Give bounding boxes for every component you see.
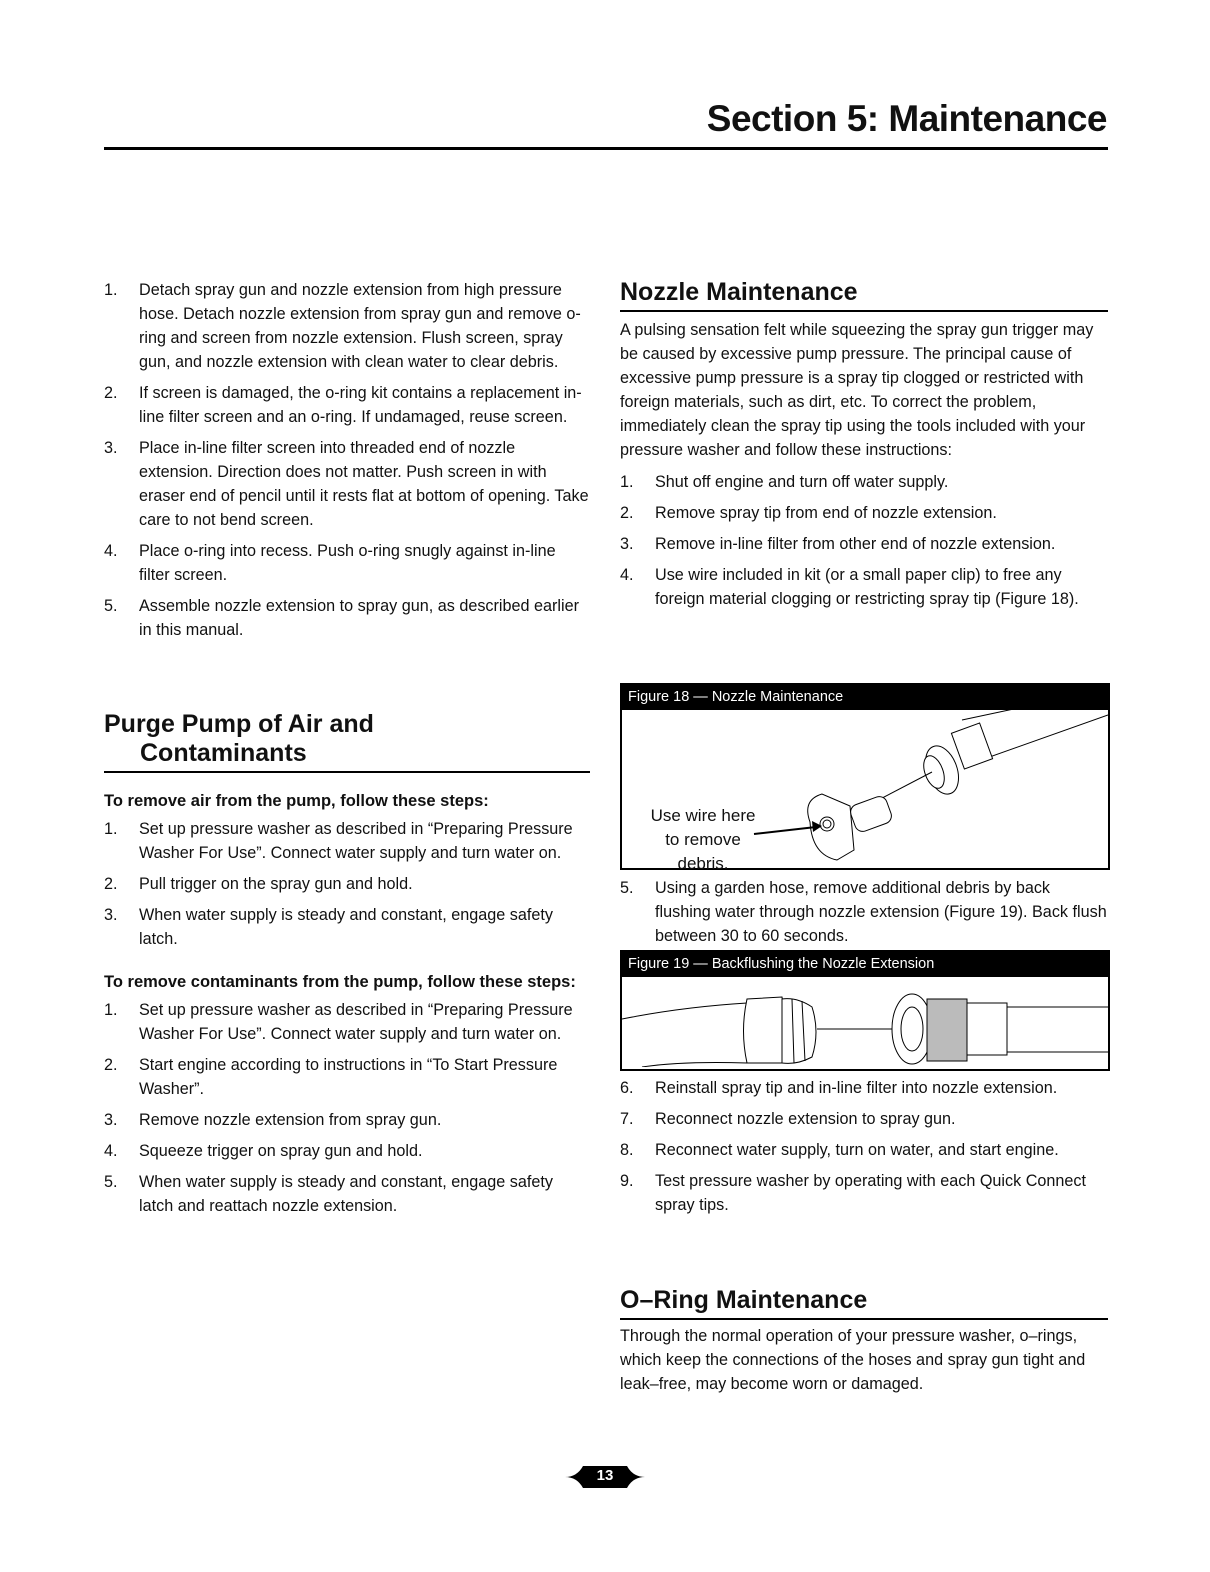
label-line: to remove: [665, 830, 741, 849]
step-item: [104, 278, 590, 374]
page-number: 13: [596, 1467, 614, 1484]
oring-text: Through the normal operation of your pressure washer, o–rings, which keep the connections of the hoses and spray gun tight and leak–free, may become worn or damaged.: [620, 1327, 1086, 1393]
backflush-illustration: [622, 977, 1108, 1067]
nozzle-steps-b: [620, 876, 1108, 948]
label-line: Use wire here: [650, 806, 756, 825]
nozzle-steps-a: [620, 470, 1108, 611]
step-item: [104, 1108, 590, 1132]
purge-heading-line2: Contaminants: [140, 739, 307, 767]
contaminants-steps-list: [104, 998, 590, 1218]
step-item: [104, 998, 590, 1046]
step-item: [620, 501, 1108, 525]
step-item: [620, 532, 1108, 556]
step-text: Place in-line filter screen into threaded end of nozzle extension. Direction does not matter. Push screen in with eraser end of pencil until it rests flat at bottom of opening. Take care to not bend screen.: [139, 439, 589, 529]
step-text: Detach spray gun and nozzle extension from high pressure hose. Detach nozzle extension from spray gun and remove o-ring and screen from nozzle extension. Flush screen, spray gun, and nozzle extension with clean water to clear debris.: [139, 281, 581, 371]
step-item: [104, 1139, 590, 1163]
air-steps-list: [104, 817, 590, 951]
step-number: 3.: [104, 439, 118, 457]
step-item: [620, 1076, 1108, 1100]
step-number: 1.: [104, 281, 118, 299]
step-item: [620, 1138, 1108, 1162]
step-text: Remove nozzle extension from spray gun.: [139, 1111, 442, 1129]
step-item: [104, 594, 590, 642]
label-line: debris.: [677, 854, 729, 873]
nozzle-heading: Nozzle Maintenance: [620, 278, 1108, 312]
step-number: 1.: [104, 820, 118, 838]
step-number: 2.: [104, 384, 118, 402]
step-item: [104, 381, 590, 429]
step-number: 3.: [104, 1111, 118, 1129]
step-text: Place o-ring into recess. Push o-ring snugly against in-line filter screen.: [139, 542, 556, 584]
step-number: 4.: [620, 566, 634, 584]
step-text: When water supply is steady and constant, engage safety latch.: [139, 906, 553, 948]
screen-steps-list: [104, 278, 590, 642]
step-text: Reconnect nozzle extension to spray gun.: [655, 1110, 956, 1128]
step-number: 4.: [104, 542, 118, 560]
step-item: [620, 1107, 1108, 1131]
step-item: [104, 903, 590, 951]
section-title: Section 5: Maintenance: [706, 98, 1107, 139]
step-number: 5.: [620, 879, 634, 897]
nozzle-steps-c: [620, 1076, 1108, 1217]
contaminants-subheading: To remove contaminants from the pump, follow these steps:: [104, 973, 576, 991]
oring-section: [620, 1286, 1108, 1404]
step-item: [104, 436, 590, 532]
figure-18: [620, 683, 1110, 873]
step-text: Start engine according to instructions in “To Start Pressure Washer”.: [139, 1056, 558, 1098]
step-text: Using a garden hose, remove additional debris by back flushing water through nozzle extension (Figure 19). Back flush between 30 to 60 seconds.: [655, 879, 1107, 945]
figure-19-caption: Figure 19 — Backflushing the Nozzle Extension: [622, 952, 1108, 977]
step-text: Reconnect water supply, turn on water, and start engine.: [655, 1141, 1059, 1159]
air-subheading: To remove air from the pump, follow these steps:: [104, 792, 489, 810]
step-item: [104, 817, 590, 865]
step-text: Test pressure washer by operating with each Quick Connect spray tips.: [655, 1172, 1086, 1214]
step-text: Reinstall spray tip and in-line filter into nozzle extension.: [655, 1079, 1058, 1097]
step-number: 1.: [104, 1001, 118, 1019]
page-number-badge: [565, 1462, 645, 1492]
step-item: [620, 1169, 1108, 1217]
screen-steps-block: [104, 278, 590, 649]
step-text: Remove spray tip from end of nozzle extension.: [655, 504, 997, 522]
step-number: 1.: [620, 473, 634, 491]
step-text: Set up pressure washer as described in “Preparing Pressure Washer For Use”. Connect water supply and turn water on.: [139, 1001, 573, 1043]
step-text: When water supply is steady and constant, engage safety latch and reattach nozzle extension.: [139, 1173, 553, 1215]
nozzle-tip-illustration: [622, 710, 1108, 866]
step-number: 2.: [104, 1056, 118, 1074]
step-item: [620, 470, 1108, 494]
step-text: Shut off engine and turn off water supply.: [655, 473, 949, 491]
nozzle-step-5-block: [620, 876, 1108, 955]
step-item: [104, 1053, 590, 1101]
step-item: [104, 1170, 590, 1218]
step-number: 5.: [104, 597, 118, 615]
step-text: Set up pressure washer as described in “Preparing Pressure Washer For Use”. Connect water supply and turn water on.: [139, 820, 573, 862]
step-item: [104, 872, 590, 896]
step-number: 2.: [620, 504, 634, 522]
figure-19: [620, 950, 1110, 1071]
step-text: Pull trigger on the spray gun and hold.: [139, 875, 413, 893]
purge-section: [104, 710, 590, 1225]
oring-heading: O–Ring Maintenance: [620, 1286, 1108, 1320]
step-number: 8.: [620, 1141, 634, 1159]
title-rule: [104, 147, 1108, 150]
step-text: Use wire included in kit (or a small paper clip) to free any foreign material clogging or restricting spray tip (Figure 18).: [655, 566, 1079, 608]
step-number: 2.: [104, 875, 118, 893]
figure-18-caption: Figure 18 — Nozzle Maintenance: [622, 685, 1108, 710]
step-number: 7.: [620, 1110, 634, 1128]
step-item: [104, 539, 590, 587]
step-text: Remove in-line filter from other end of nozzle extension.: [655, 535, 1056, 553]
nozzle-steps-c-block: [620, 1076, 1108, 1224]
step-number: 3.: [104, 906, 118, 924]
nozzle-intro: A pulsing sensation felt while squeezing the spray gun trigger may be caused by excessive pump pressure. The principal cause of excessive pump pressure is a spray tip clogged or restricted with foreign materials, such as dirt, etc. To correct the problem, immediately clean the spray tip using the tools included with your pressure washer and follow these instructions:: [620, 321, 1094, 459]
step-text: If screen is damaged, the o-ring kit contains a replacement in-line filter screen and an o-ring. If undamaged, reuse screen.: [139, 384, 582, 426]
step-number: 9.: [620, 1172, 634, 1190]
step-number: 5.: [104, 1173, 118, 1191]
step-number: 3.: [620, 535, 634, 553]
nozzle-section: [620, 278, 1108, 618]
purge-heading-line1: Purge Pump of Air and: [104, 710, 374, 738]
step-number: 6.: [620, 1079, 634, 1097]
purge-heading: [104, 710, 590, 773]
step-number: 4.: [104, 1142, 118, 1160]
step-item: [620, 563, 1108, 611]
step-text: Assemble nozzle extension to spray gun, as described earlier in this manual.: [139, 597, 579, 639]
step-item: [620, 876, 1108, 948]
step-text: Squeeze trigger on spray gun and hold.: [139, 1142, 423, 1160]
